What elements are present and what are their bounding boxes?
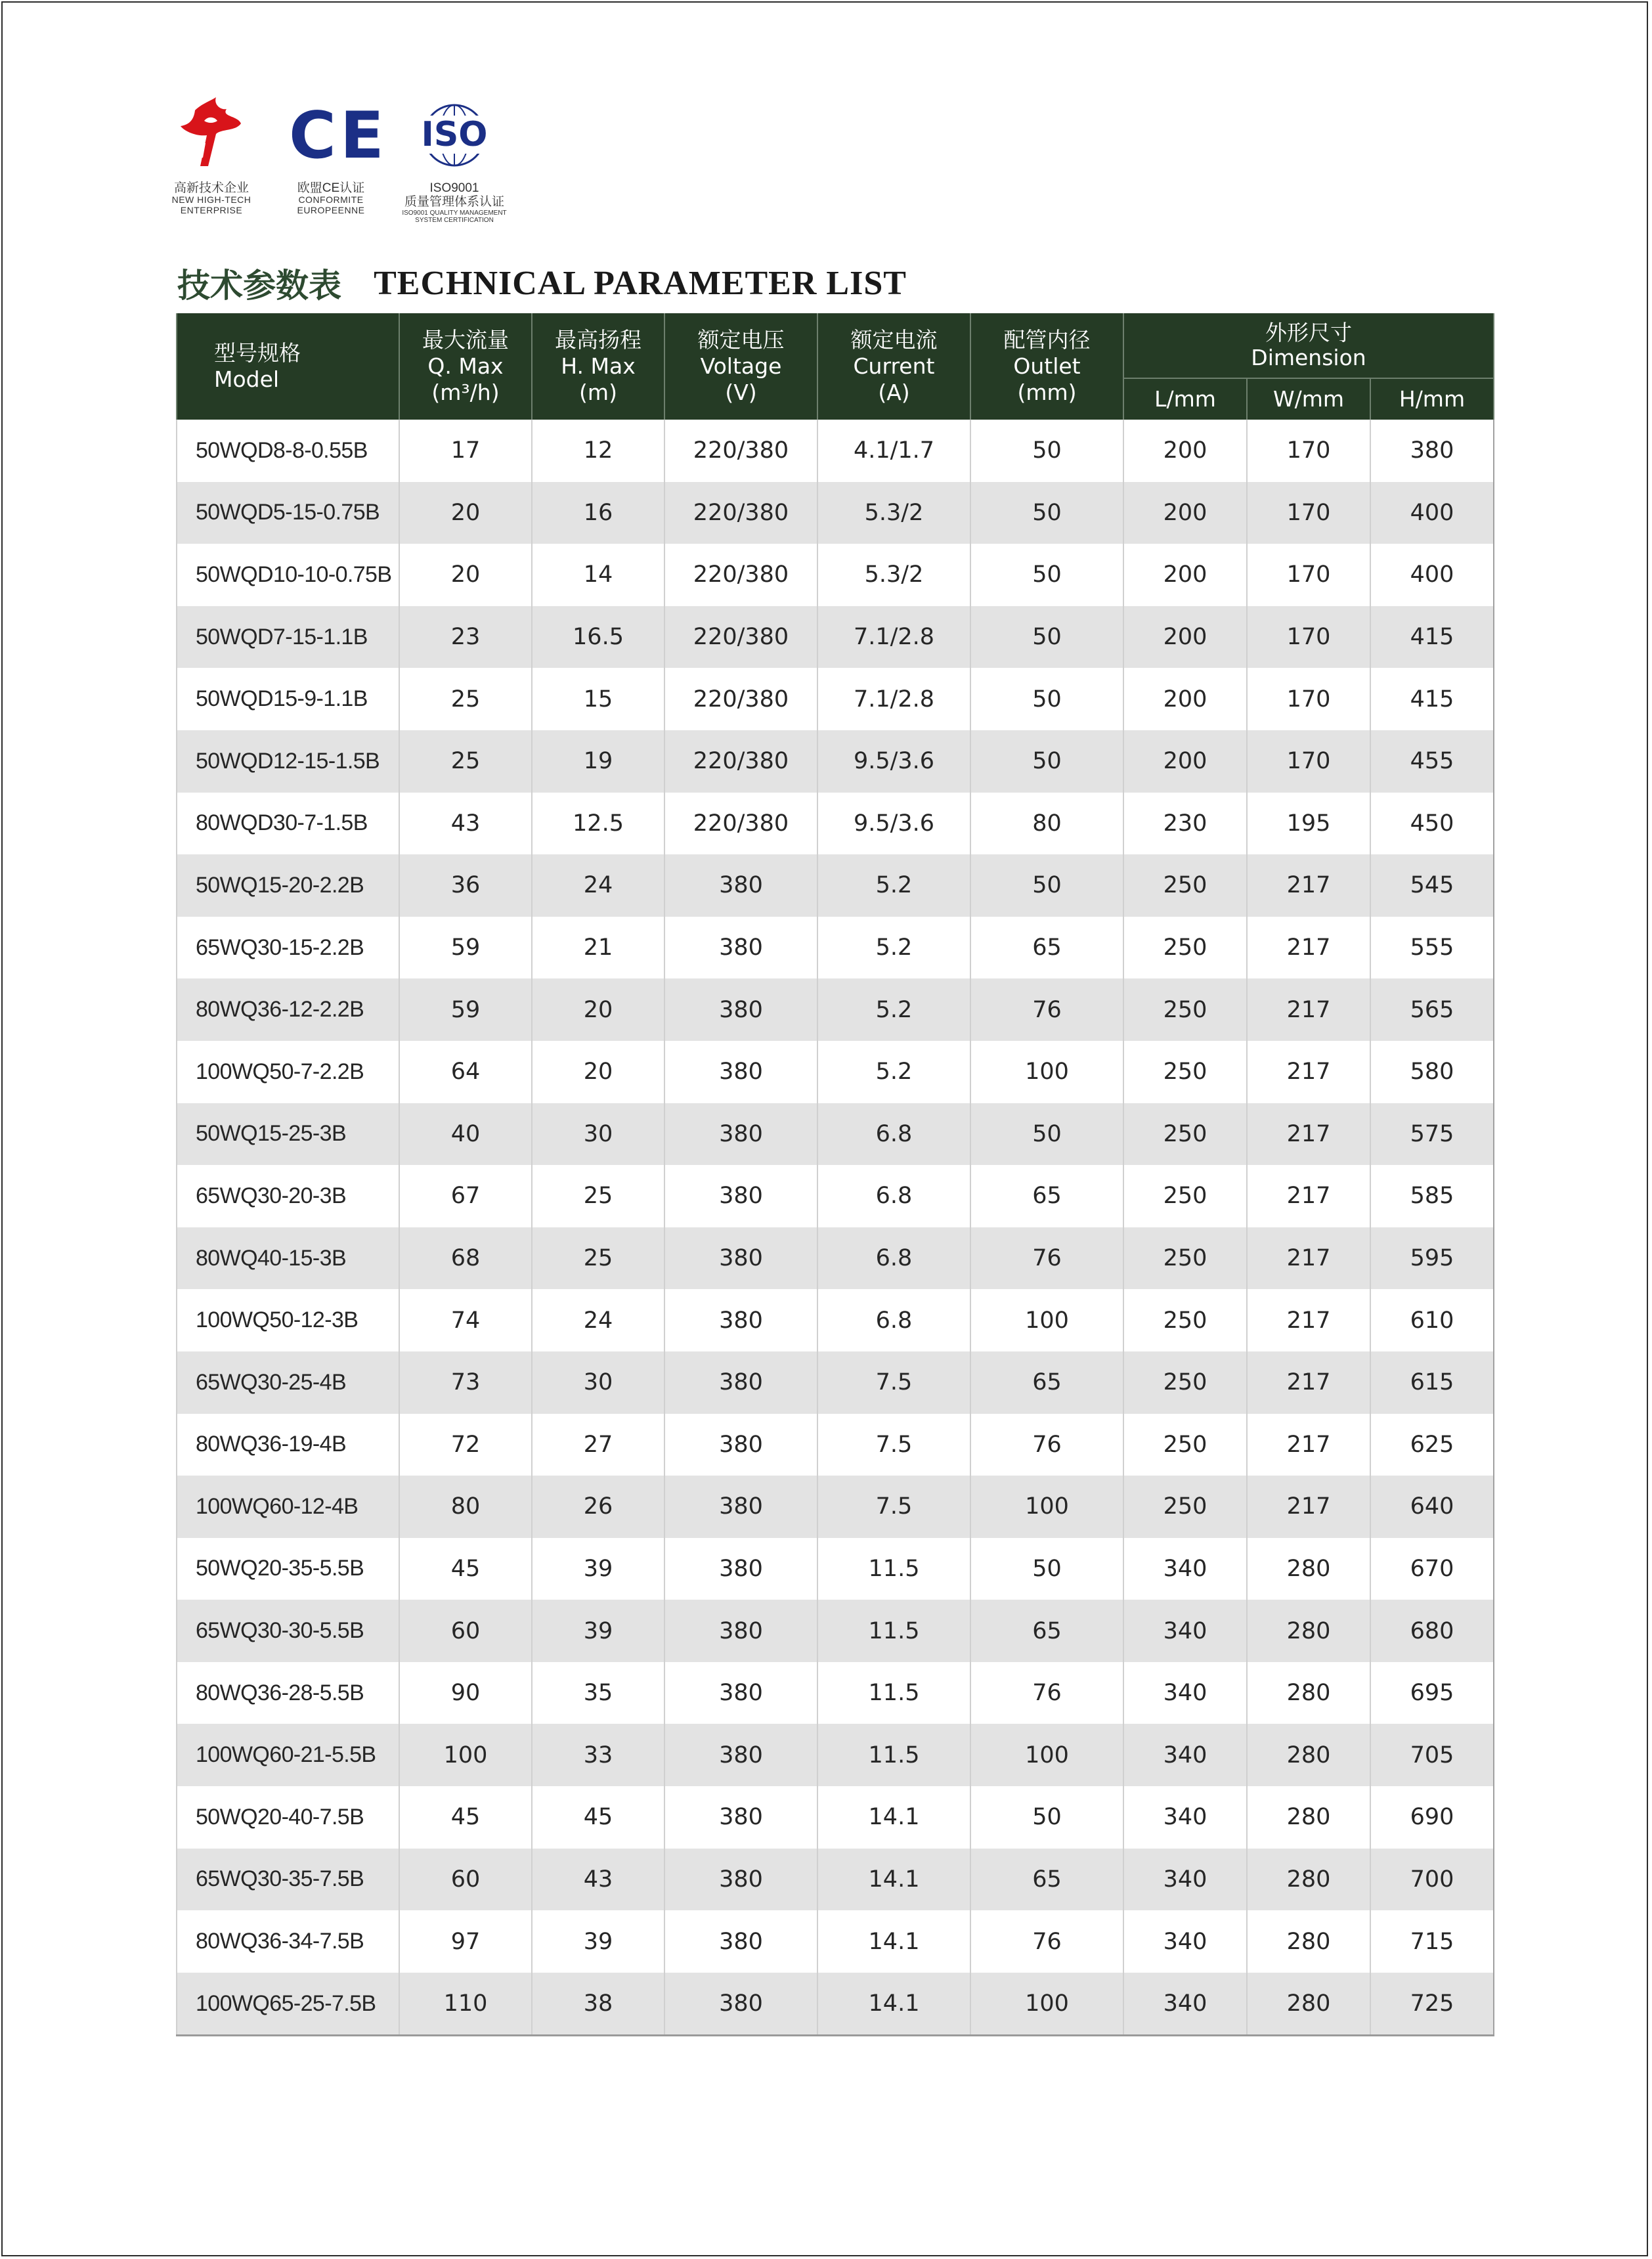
cell-voltage: 380 xyxy=(664,1103,817,1166)
cell-h-max: 33 xyxy=(532,1724,664,1786)
cell-current: 14.1 xyxy=(817,1973,970,2036)
cell-length: 200 xyxy=(1123,730,1247,793)
cell-model: 50WQ15-25-3B xyxy=(177,1103,399,1166)
cell-width: 217 xyxy=(1247,1041,1370,1103)
header-model: 型号规格 Model xyxy=(177,313,399,420)
table-row xyxy=(177,482,1494,544)
cell-height: 455 xyxy=(1370,730,1494,793)
cell-q-max: 59 xyxy=(399,978,532,1041)
cell-width: 280 xyxy=(1247,1849,1370,1911)
cell-q-max: 43 xyxy=(399,793,532,855)
cell-length: 340 xyxy=(1123,1724,1247,1786)
cell-height: 585 xyxy=(1370,1165,1494,1227)
cell-width: 280 xyxy=(1247,1724,1370,1786)
cell-height: 680 xyxy=(1370,1600,1494,1662)
cell-length: 250 xyxy=(1123,1289,1247,1351)
cell-length: 250 xyxy=(1123,1041,1247,1103)
cell-height: 625 xyxy=(1370,1414,1494,1476)
cell-width: 280 xyxy=(1247,1662,1370,1724)
cell-voltage: 380 xyxy=(664,854,817,917)
cell-model: 50WQD12-15-1.5B xyxy=(177,730,399,793)
cell-outlet: 50 xyxy=(970,606,1123,669)
cell-model: 50WQD5-15-0.75B xyxy=(177,482,399,544)
cell-q-max: 23 xyxy=(399,606,532,669)
cell-height: 400 xyxy=(1370,482,1494,544)
cell-model: 80WQ40-15-3B xyxy=(177,1227,399,1290)
cell-model: 65WQ30-30-5.5B xyxy=(177,1600,399,1662)
cell-current: 9.5/3.6 xyxy=(817,793,970,855)
cell-outlet: 50 xyxy=(970,1786,1123,1849)
cell-outlet: 50 xyxy=(970,668,1123,730)
table-row xyxy=(177,1041,1494,1103)
cell-height: 380 xyxy=(1370,420,1494,482)
cell-outlet: 76 xyxy=(970,1227,1123,1290)
cell-q-max: 60 xyxy=(399,1600,532,1662)
cell-current: 14.1 xyxy=(817,1849,970,1911)
cell-width: 170 xyxy=(1247,730,1370,793)
header-row xyxy=(177,313,1494,378)
cell-h-max: 16.5 xyxy=(532,606,664,669)
cell-width: 217 xyxy=(1247,1289,1370,1351)
cell-model: 65WQ30-20-3B xyxy=(177,1165,399,1227)
cell-voltage: 380 xyxy=(664,1849,817,1911)
cell-length: 340 xyxy=(1123,1786,1247,1849)
cell-h-max: 35 xyxy=(532,1662,664,1724)
table-body xyxy=(177,420,1494,2036)
cell-current: 11.5 xyxy=(817,1724,970,1786)
cell-h-max: 45 xyxy=(532,1786,664,1849)
header-q-max: 最大流量 Q. Max (m³/h) xyxy=(399,313,532,420)
cell-current: 7.5 xyxy=(817,1351,970,1414)
cell-q-max: 25 xyxy=(399,730,532,793)
cell-outlet: 100 xyxy=(970,1476,1123,1538)
cell-voltage: 380 xyxy=(664,1724,817,1786)
cell-model: 100WQ60-21-5.5B xyxy=(177,1724,399,1786)
cell-current: 9.5/3.6 xyxy=(817,730,970,793)
cell-q-max: 67 xyxy=(399,1165,532,1227)
iso-mark: ISO xyxy=(412,116,497,154)
cell-q-max: 40 xyxy=(399,1103,532,1166)
cell-height: 580 xyxy=(1370,1041,1494,1103)
cell-current: 5.3/2 xyxy=(817,482,970,544)
cell-q-max: 20 xyxy=(399,482,532,544)
table-row xyxy=(177,606,1494,669)
cell-current: 7.5 xyxy=(817,1476,970,1538)
cell-voltage: 220/380 xyxy=(664,482,817,544)
cell-model: 65WQ30-25-4B xyxy=(177,1351,399,1414)
cell-h-max: 43 xyxy=(532,1849,664,1911)
cell-length: 340 xyxy=(1123,1600,1247,1662)
table-row xyxy=(177,1662,1494,1724)
cell-voltage: 380 xyxy=(664,1662,817,1724)
cell-height: 695 xyxy=(1370,1662,1494,1724)
table-row xyxy=(177,1103,1494,1166)
cell-model: 50WQD10-10-0.75B xyxy=(177,544,399,606)
cell-q-max: 64 xyxy=(399,1041,532,1103)
cell-model: 50WQ20-35-5.5B xyxy=(177,1538,399,1600)
cell-voltage: 220/380 xyxy=(664,420,817,482)
cell-q-max: 17 xyxy=(399,420,532,482)
table-row xyxy=(177,1910,1494,1973)
cell-h-max: 39 xyxy=(532,1910,664,1973)
cell-current: 11.5 xyxy=(817,1600,970,1662)
cell-length: 250 xyxy=(1123,1103,1247,1166)
cell-model: 80WQD30-7-1.5B xyxy=(177,793,399,855)
cell-outlet: 100 xyxy=(970,1041,1123,1103)
cell-length: 340 xyxy=(1123,1973,1247,2036)
cell-q-max: 97 xyxy=(399,1910,532,1973)
cell-model: 100WQ60-12-4B xyxy=(177,1476,399,1538)
cell-length: 340 xyxy=(1123,1662,1247,1724)
header-voltage: 额定电压 Voltage (V) xyxy=(664,313,817,420)
cell-width: 217 xyxy=(1247,1227,1370,1290)
cell-width: 217 xyxy=(1247,1476,1370,1538)
cell-h-max: 38 xyxy=(532,1973,664,2036)
table-row xyxy=(177,544,1494,606)
cell-model: 50WQ20-40-7.5B xyxy=(177,1786,399,1849)
cell-length: 250 xyxy=(1123,1165,1247,1227)
cell-model: 80WQ36-34-7.5B xyxy=(177,1910,399,1973)
cell-length: 200 xyxy=(1123,668,1247,730)
cell-outlet: 76 xyxy=(970,1414,1123,1476)
cell-length: 200 xyxy=(1123,544,1247,606)
cell-model: 100WQ65-25-7.5B xyxy=(177,1973,399,2036)
cell-h-max: 30 xyxy=(532,1103,664,1166)
cell-h-max: 26 xyxy=(532,1476,664,1538)
cell-outlet: 65 xyxy=(970,1849,1123,1911)
table-row xyxy=(177,1538,1494,1600)
cell-length: 340 xyxy=(1123,1538,1247,1600)
header-dimension: 外形尺寸 Dimension xyxy=(1123,313,1494,378)
cell-h-max: 24 xyxy=(532,854,664,917)
cell-voltage: 380 xyxy=(664,1351,817,1414)
cell-current: 5.2 xyxy=(817,854,970,917)
cell-current: 5.2 xyxy=(817,1041,970,1103)
ce-logo xyxy=(289,97,388,215)
cell-height: 575 xyxy=(1370,1103,1494,1166)
cell-outlet: 50 xyxy=(970,1103,1123,1166)
cell-length: 250 xyxy=(1123,978,1247,1041)
cell-voltage: 380 xyxy=(664,917,817,979)
cell-current: 11.5 xyxy=(817,1662,970,1724)
cell-voltage: 220/380 xyxy=(664,544,817,606)
cell-voltage: 380 xyxy=(664,1538,817,1600)
cell-width: 217 xyxy=(1247,978,1370,1041)
cell-model: 50WQ15-20-2.2B xyxy=(177,854,399,917)
cell-outlet: 50 xyxy=(970,730,1123,793)
cell-current: 6.8 xyxy=(817,1165,970,1227)
cell-height: 690 xyxy=(1370,1786,1494,1849)
cell-voltage: 380 xyxy=(664,1227,817,1290)
title-english: TECHNICAL PARAMETER LIST xyxy=(374,264,907,302)
header-length: L/mm xyxy=(1123,378,1247,420)
cell-voltage: 380 xyxy=(664,1476,817,1538)
cell-model: 65WQ30-35-7.5B xyxy=(177,1849,399,1911)
cell-h-max: 16 xyxy=(532,482,664,544)
cell-model: 80WQ36-28-5.5B xyxy=(177,1662,399,1724)
cell-width: 195 xyxy=(1247,793,1370,855)
cell-width: 217 xyxy=(1247,854,1370,917)
table-row xyxy=(177,1600,1494,1662)
cell-q-max: 72 xyxy=(399,1414,532,1476)
cell-width: 170 xyxy=(1247,606,1370,669)
cell-outlet: 65 xyxy=(970,1165,1123,1227)
cell-width: 170 xyxy=(1247,420,1370,482)
table-row xyxy=(177,668,1494,730)
cell-outlet: 100 xyxy=(970,1289,1123,1351)
cell-outlet: 65 xyxy=(970,1351,1123,1414)
cell-height: 705 xyxy=(1370,1724,1494,1786)
page-title xyxy=(177,259,907,305)
cell-height: 545 xyxy=(1370,854,1494,917)
cell-q-max: 60 xyxy=(399,1849,532,1911)
cell-h-max: 19 xyxy=(532,730,664,793)
cell-voltage: 380 xyxy=(664,1289,817,1351)
cell-current: 6.8 xyxy=(817,1227,970,1290)
table-row xyxy=(177,1476,1494,1538)
cell-model: 100WQ50-12-3B xyxy=(177,1289,399,1351)
certification-logos xyxy=(172,97,527,229)
table-row xyxy=(177,854,1494,917)
cell-model: 80WQ36-12-2.2B xyxy=(177,978,399,1041)
cell-q-max: 110 xyxy=(399,1973,532,2036)
cell-length: 250 xyxy=(1123,1227,1247,1290)
cell-outlet: 50 xyxy=(970,544,1123,606)
cell-q-max: 100 xyxy=(399,1724,532,1786)
cell-h-max: 27 xyxy=(532,1414,664,1476)
cell-current: 5.2 xyxy=(817,978,970,1041)
cell-current: 6.8 xyxy=(817,1289,970,1351)
cell-width: 280 xyxy=(1247,1973,1370,2036)
table-row xyxy=(177,1849,1494,1911)
cell-q-max: 20 xyxy=(399,544,532,606)
table-row xyxy=(177,1289,1494,1351)
cell-height: 640 xyxy=(1370,1476,1494,1538)
high-tech-caption: 高新技术企业 NEW HIGH-TECH ENTERPRISE xyxy=(171,181,251,215)
cell-current: 7.1/2.8 xyxy=(817,606,970,669)
cell-outlet: 76 xyxy=(970,1662,1123,1724)
cell-voltage: 220/380 xyxy=(664,730,817,793)
cell-height: 555 xyxy=(1370,917,1494,979)
table-row xyxy=(177,978,1494,1041)
table-row xyxy=(177,420,1494,482)
cell-voltage: 380 xyxy=(664,1414,817,1476)
cell-outlet: 76 xyxy=(970,1910,1123,1973)
cell-h-max: 12.5 xyxy=(532,793,664,855)
header-outlet: 配管内径 Outlet (mm) xyxy=(970,313,1123,420)
cell-model: 50WQD8-8-0.55B xyxy=(177,420,399,482)
cell-current: 7.1/2.8 xyxy=(817,668,970,730)
cell-height: 450 xyxy=(1370,793,1494,855)
cell-voltage: 380 xyxy=(664,1786,817,1849)
cell-height: 725 xyxy=(1370,1973,1494,2036)
cell-width: 217 xyxy=(1247,1103,1370,1166)
cell-height: 595 xyxy=(1370,1227,1494,1290)
cell-height: 415 xyxy=(1370,668,1494,730)
cell-length: 250 xyxy=(1123,917,1247,979)
cell-height: 670 xyxy=(1370,1538,1494,1600)
cell-height: 715 xyxy=(1370,1910,1494,1973)
cell-q-max: 45 xyxy=(399,1786,532,1849)
header-width: W/mm xyxy=(1247,378,1370,420)
cell-height: 610 xyxy=(1370,1289,1494,1351)
cell-length: 250 xyxy=(1123,854,1247,917)
cell-h-max: 14 xyxy=(532,544,664,606)
header-height: H/mm xyxy=(1370,378,1494,420)
table-row xyxy=(177,1973,1494,2036)
cell-width: 217 xyxy=(1247,1165,1370,1227)
cell-h-max: 20 xyxy=(532,978,664,1041)
cell-length: 230 xyxy=(1123,793,1247,855)
cell-current: 5.3/2 xyxy=(817,544,970,606)
cell-h-max: 25 xyxy=(532,1165,664,1227)
high-tech-enterprise-logo xyxy=(171,97,251,215)
cell-current: 5.2 xyxy=(817,917,970,979)
cell-h-max: 24 xyxy=(532,1289,664,1351)
cell-width: 170 xyxy=(1247,668,1370,730)
cell-voltage: 380 xyxy=(664,978,817,1041)
table-row xyxy=(177,730,1494,793)
cell-h-max: 39 xyxy=(532,1600,664,1662)
cell-outlet: 50 xyxy=(970,1538,1123,1600)
cell-length: 340 xyxy=(1123,1849,1247,1911)
cell-h-max: 30 xyxy=(532,1351,664,1414)
cell-model: 50WQD15-9-1.1B xyxy=(177,668,399,730)
torch-flame-icon xyxy=(175,97,248,176)
cell-length: 200 xyxy=(1123,420,1247,482)
cell-outlet: 80 xyxy=(970,793,1123,855)
cell-width: 280 xyxy=(1247,1786,1370,1849)
cell-outlet: 76 xyxy=(970,978,1123,1041)
header-current: 额定电流 Current (A) xyxy=(817,313,970,420)
iso-caption: ISO9001 质量管理体系认证 ISO9001 QUALITY MANAGEMENT SYSTEM CERTIFICATION xyxy=(402,181,507,224)
cell-width: 170 xyxy=(1247,482,1370,544)
cell-current: 11.5 xyxy=(817,1538,970,1600)
cell-voltage: 380 xyxy=(664,1910,817,1973)
cell-q-max: 59 xyxy=(399,917,532,979)
cell-current: 6.8 xyxy=(817,1103,970,1166)
cell-width: 217 xyxy=(1247,917,1370,979)
cell-h-max: 12 xyxy=(532,420,664,482)
table-row xyxy=(177,1351,1494,1414)
cell-length: 200 xyxy=(1123,606,1247,669)
cell-voltage: 380 xyxy=(664,1165,817,1227)
cell-length: 250 xyxy=(1123,1414,1247,1476)
cell-q-max: 36 xyxy=(399,854,532,917)
cell-width: 170 xyxy=(1247,544,1370,606)
cell-height: 565 xyxy=(1370,978,1494,1041)
ce-caption: 欧盟CE认证 CONFORMITE EUROPEENNE xyxy=(297,181,365,215)
table-row xyxy=(177,1786,1494,1849)
cell-current: 7.5 xyxy=(817,1414,970,1476)
cell-voltage: 380 xyxy=(664,1600,817,1662)
cell-model: 100WQ50-7-2.2B xyxy=(177,1041,399,1103)
cell-length: 250 xyxy=(1123,1351,1247,1414)
table-row xyxy=(177,917,1494,979)
cell-model: 65WQ30-15-2.2B xyxy=(177,917,399,979)
cell-voltage: 380 xyxy=(664,1973,817,2036)
technical-parameter-table xyxy=(176,313,1494,2036)
cell-q-max: 25 xyxy=(399,668,532,730)
table-row xyxy=(177,793,1494,855)
cell-height: 415 xyxy=(1370,606,1494,669)
table-row xyxy=(177,1165,1494,1227)
cell-voltage: 220/380 xyxy=(664,668,817,730)
cell-length: 340 xyxy=(1123,1910,1247,1973)
ce-mark: CE xyxy=(289,99,388,173)
cell-outlet: 65 xyxy=(970,1600,1123,1662)
cell-q-max: 45 xyxy=(399,1538,532,1600)
cell-voltage: 220/380 xyxy=(664,606,817,669)
cell-q-max: 80 xyxy=(399,1476,532,1538)
cell-current: 4.1/1.7 xyxy=(817,420,970,482)
cell-height: 700 xyxy=(1370,1849,1494,1911)
cell-h-max: 21 xyxy=(532,917,664,979)
cell-outlet: 65 xyxy=(970,917,1123,979)
cell-h-max: 15 xyxy=(532,668,664,730)
cell-outlet: 100 xyxy=(970,1973,1123,2036)
cell-model: 80WQ36-19-4B xyxy=(177,1414,399,1476)
cell-model: 50WQD7-15-1.1B xyxy=(177,606,399,669)
cell-q-max: 90 xyxy=(399,1662,532,1724)
header-h-max: 最高扬程 H. Max (m) xyxy=(532,313,664,420)
cell-width: 280 xyxy=(1247,1538,1370,1600)
cell-width: 280 xyxy=(1247,1600,1370,1662)
cell-h-max: 20 xyxy=(532,1041,664,1103)
cell-voltage: 380 xyxy=(664,1041,817,1103)
cell-length: 250 xyxy=(1123,1476,1247,1538)
cell-width: 280 xyxy=(1247,1910,1370,1973)
cell-length: 200 xyxy=(1123,482,1247,544)
cell-q-max: 73 xyxy=(399,1351,532,1414)
table-row xyxy=(177,1724,1494,1786)
cell-width: 217 xyxy=(1247,1351,1370,1414)
cell-q-max: 68 xyxy=(399,1227,532,1290)
cell-current: 14.1 xyxy=(817,1910,970,1973)
cell-q-max: 74 xyxy=(399,1289,532,1351)
cell-outlet: 50 xyxy=(970,854,1123,917)
cell-voltage: 220/380 xyxy=(664,793,817,855)
cell-outlet: 50 xyxy=(970,420,1123,482)
cell-width: 217 xyxy=(1247,1414,1370,1476)
cell-height: 400 xyxy=(1370,544,1494,606)
cell-h-max: 25 xyxy=(532,1227,664,1290)
cell-outlet: 100 xyxy=(970,1724,1123,1786)
cell-height: 615 xyxy=(1370,1351,1494,1414)
table-row xyxy=(177,1414,1494,1476)
table-row xyxy=(177,1227,1494,1290)
cell-current: 14.1 xyxy=(817,1786,970,1849)
cell-h-max: 39 xyxy=(532,1538,664,1600)
title-chinese: 技术参数表 xyxy=(177,266,341,305)
cell-outlet: 50 xyxy=(970,482,1123,544)
